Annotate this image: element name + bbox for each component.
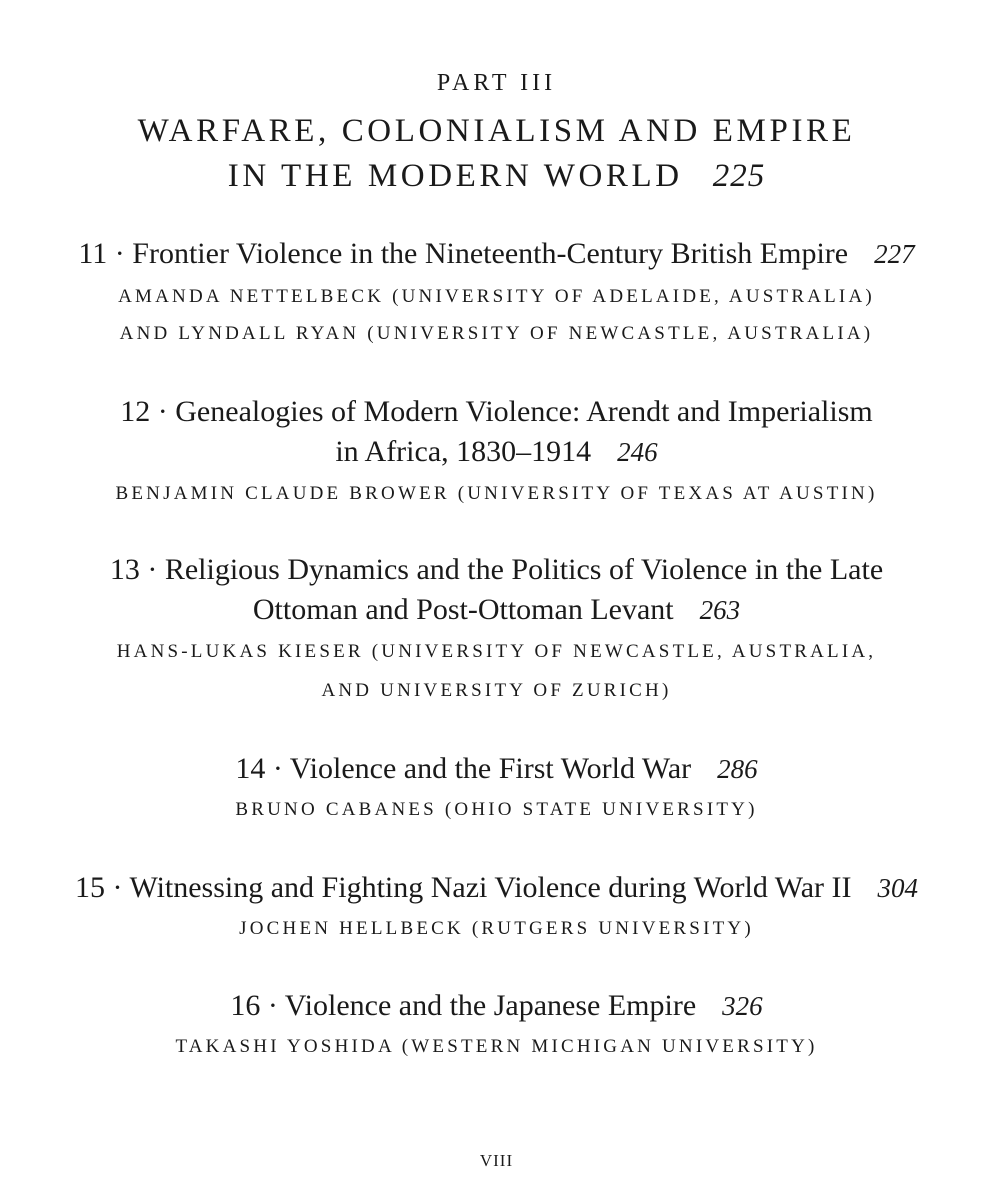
chapter-13-author: HANS-LUKAS KIESER (UNIVERSITY OF NEWCASTLE, AUSTRALIA, [116, 641, 877, 662]
chapter-page-number: 304 [877, 873, 918, 903]
chapter-11-title[interactable] [0, 234, 993, 274]
part-title-continued [0, 153, 993, 199]
chapter-page-number: 246 [617, 437, 658, 467]
chapter-12-author: BENJAMIN CLAUDE BROWER (UNIVERSITY OF TEXAS AT AUSTIN) [115, 483, 878, 504]
chapter-13-author-continued: AND UNIVERSITY OF ZURICH) [321, 680, 672, 701]
chapter-15-author: JOCHEN HELLBECK (RUTGERS UNIVERSITY) [239, 918, 754, 939]
chapter-title-text: Ottoman and Post-Ottoman Levant [252, 593, 674, 626]
chapter-11-author-continued: AND LYNDALL RYAN (UNIVERSITY OF NEWCASTLE, AUSTRALIA) [119, 323, 874, 344]
chapter-15-title[interactable] [0, 868, 993, 908]
chapter-12-title[interactable]: 12 · Genealogies of Modern Violence: Arendt and Imperialism [120, 395, 873, 428]
chapter-13-title-continued[interactable] [0, 590, 993, 630]
chapter-16-author: TAKASHI YOSHIDA (WESTERN MICHIGAN UNIVERSITY) [175, 1036, 818, 1057]
chapter-title-text: in Africa, 1830–1914 [335, 435, 592, 468]
part-title: WARFARE, COLONIALISM AND EMPIRE [137, 113, 856, 149]
chapter-title-text: 16 · Violence and the Japanese Empire [230, 989, 697, 1022]
chapter-title-text: 11 · Frontier Violence in the Nineteenth-Century British Empire [78, 237, 849, 270]
chapter-title-text: 15 · Witnessing and Fighting Nazi Violence during World War II [75, 871, 852, 904]
chapter-14-author: BRUNO CABANES (OHIO STATE UNIVERSITY) [235, 799, 758, 820]
chapter-title-text: 14 · Violence and the First World War [235, 752, 692, 785]
chapter-page-number: 326 [722, 991, 763, 1021]
chapter-12-title-continued[interactable] [0, 432, 993, 472]
part-page-number: 225 [712, 158, 766, 194]
chapter-page-number: 263 [699, 595, 741, 625]
chapter-page-number: 286 [717, 754, 758, 784]
chapter-page-number: 227 [874, 239, 915, 269]
chapter-11-author: AMANDA NETTELBECK (UNIVERSITY OF ADELAIDE, AUSTRALIA) [118, 286, 875, 307]
part-label: PART III [436, 70, 557, 96]
chapter-13-title[interactable]: 13 · Religious Dynamics and the Politics of Violence in the Late [109, 553, 884, 586]
part-title-line2: IN THE MODERN WORLD [227, 158, 683, 194]
chapter-14-title[interactable] [0, 749, 993, 789]
page-folio: VIII [479, 1151, 514, 1170]
chapter-16-title[interactable] [0, 986, 993, 1026]
